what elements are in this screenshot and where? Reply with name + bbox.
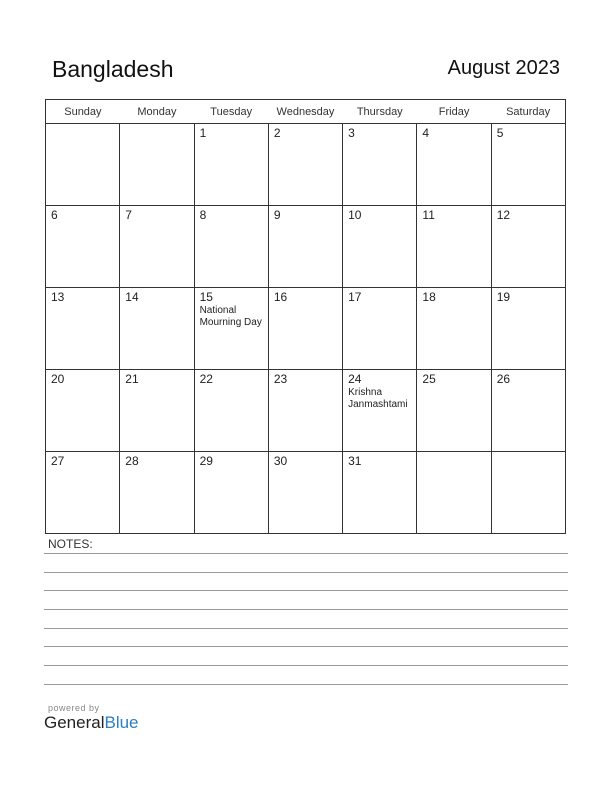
day-cell [417,124,491,206]
calendar-grid [45,99,566,534]
day-number: 9 [273,208,281,222]
day-number: 13 [51,290,65,304]
day-number: 22 [199,372,213,386]
day-cell [491,124,565,206]
weekday-header-row [46,100,566,124]
day-cell [343,288,417,370]
day-number: 7 [125,208,132,222]
day-cell [46,288,120,370]
notes-line [44,628,568,629]
day-cell [194,206,268,288]
day-cell [194,452,268,534]
brand-logo [44,703,139,733]
week-row [46,124,566,206]
weekday-friday: Friday [417,100,491,124]
notes-line [44,609,568,610]
day-cell [120,370,194,452]
day-number: 14 [125,290,139,304]
day-number: 6 [51,208,58,222]
day-number: 2 [273,126,281,140]
day-number: 11 [422,208,435,222]
powered-by-text: powered by [48,703,100,713]
day-number: 1 [199,126,207,140]
day-number: 4 [422,126,430,140]
day-cell [268,206,342,288]
month-title: August 2023 [447,57,560,79]
week-row [46,288,566,370]
day-cell [120,452,194,534]
notes-line [44,646,568,647]
day-cell [46,124,120,206]
day-number: 23 [273,372,288,386]
day-number: 15 [199,290,213,304]
holiday-label: National Mourning Day [199,305,262,328]
weekday-wednesday: Wednesday [268,100,342,124]
day-cell [120,124,194,206]
day-number: 31 [348,454,362,468]
weekday-sunday: Sunday [46,100,120,124]
day-cell [46,206,120,288]
notes-label: NOTES: [48,537,93,551]
day-number: 28 [125,454,139,468]
day-cell [46,452,120,534]
day-number: 19 [496,290,511,304]
day-cell [417,206,491,288]
day-cell [491,288,565,370]
day-number: 30 [273,454,288,468]
country-title: Bangladesh [52,56,174,82]
day-number: 12 [496,208,511,222]
weekday-monday: Monday [120,100,194,124]
day-cell [343,206,417,288]
week-row [46,206,566,288]
day-number: 25 [422,372,436,386]
weekday-saturday: Saturday [491,100,565,124]
notes-line [44,553,568,554]
day-cell [491,452,565,534]
day-cell [491,370,565,452]
day-number: 21 [125,372,139,386]
notes-line [44,665,568,666]
day-cell [194,370,268,452]
day-cell [120,288,194,370]
day-cell [268,288,342,370]
day-cell [417,288,491,370]
day-number: 16 [273,290,288,304]
day-cell [194,124,268,206]
day-cell [343,370,417,452]
notes-line [44,684,568,685]
week-row [46,370,566,452]
day-cell [268,124,342,206]
brand-name-first: General [44,713,105,732]
day-number: 27 [51,454,65,468]
day-number: 18 [422,290,436,304]
day-number: 29 [199,454,213,468]
day-cell [120,206,194,288]
weekday-thursday: Thursday [343,100,417,124]
day-cell [343,124,417,206]
day-cell [46,370,120,452]
notes-line [44,590,568,591]
day-number: 5 [496,126,504,140]
day-cell [491,206,565,288]
day-number: 26 [496,372,511,386]
day-number: 17 [348,290,362,304]
brand-name [44,713,139,733]
day-number: 20 [51,372,65,386]
notes-line [44,572,568,573]
day-number: 8 [199,208,207,222]
day-number: 3 [348,126,355,140]
brand-name-second: Blue [104,713,139,732]
day-number: 24 [348,372,362,386]
day-cell [268,370,342,452]
holiday-label: Krishna Janmashtami [348,387,408,410]
day-cell [343,452,417,534]
week-row [46,452,566,534]
day-cell [417,370,491,452]
day-cell [417,452,491,534]
weekday-tuesday: Tuesday [194,100,268,124]
day-number: 10 [348,208,362,222]
day-cell [268,452,342,534]
day-cell [194,288,268,370]
